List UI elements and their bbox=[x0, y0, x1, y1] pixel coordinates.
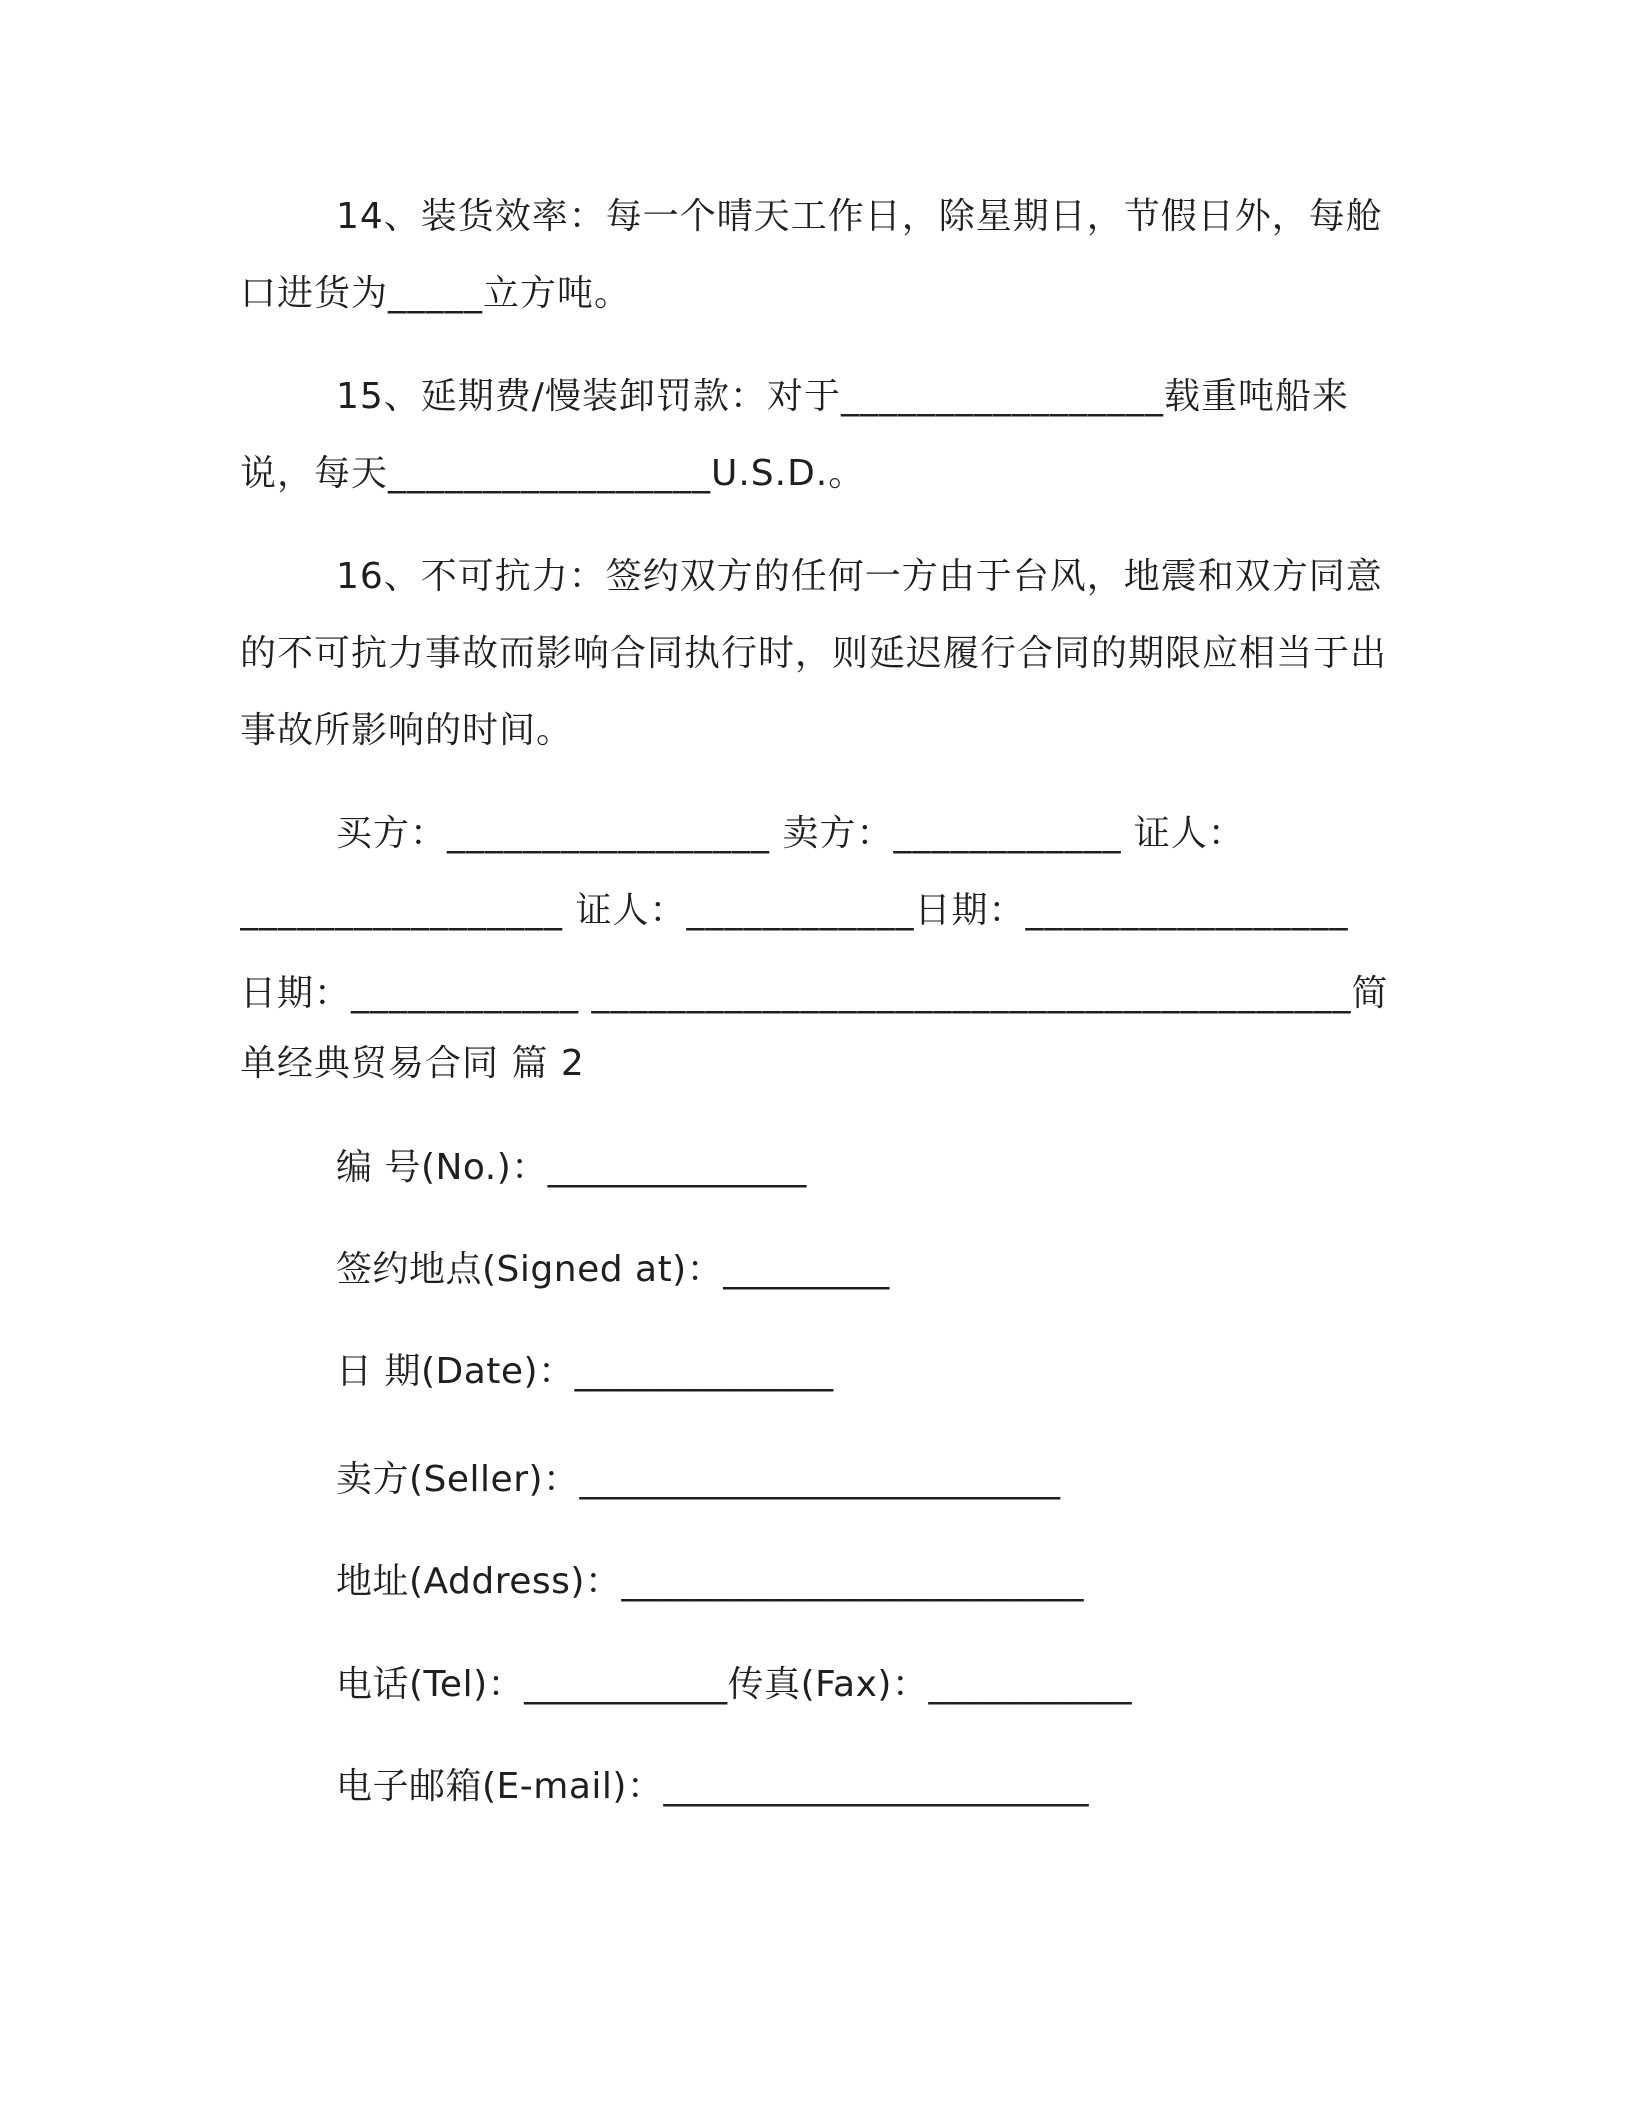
field-signed-at: 签约地点(Signed at)：_________ bbox=[336, 1249, 890, 1290]
document-page bbox=[240, 0, 1400, 2112]
field-email: 电子邮箱(E-mail)：_______________________ bbox=[336, 1766, 1089, 1807]
section-title-contract-2: 单经典贸易合同 篇 2 bbox=[240, 1043, 585, 1084]
field-tel-fax: 电话(Tel)：___________传真(Fax)：___________ bbox=[336, 1664, 1132, 1705]
signature-line-buyer-seller: 买方：_________________ 卖方：____________ 证人： bbox=[336, 813, 1245, 854]
clause-14: 14、装货效率：每一个晴天工作日，除星期日，节假日外，每舱口进货为_____立方吨。 bbox=[240, 196, 1383, 314]
field-address: 地址(Address)：_________________________ bbox=[336, 1561, 1084, 1602]
clause-16: 16、不可抗力：签约双方的任何一方由于台风，地震和双方同意的不可抗力事故而影响合同执行时，则延迟履行合同的期限应相当于出事故所影响的时间。 bbox=[240, 556, 1388, 751]
field-contract-number: 编 号(No.)：______________ bbox=[336, 1147, 807, 1188]
field-seller: 卖方(Seller)：__________________________ bbox=[336, 1459, 1061, 1500]
field-date: 日 期(Date)：______________ bbox=[336, 1351, 834, 1392]
signature-line-witness-date: _________________ 证人：____________日期：_________________ bbox=[240, 890, 1349, 931]
signature-line-date: 日期：____________ ________________________________________简 bbox=[240, 973, 1389, 1014]
clause-15: 15、延期费/慢装卸罚款：对于_________________载重吨船来说，每天_________________U.S.D.。 bbox=[240, 376, 1349, 494]
